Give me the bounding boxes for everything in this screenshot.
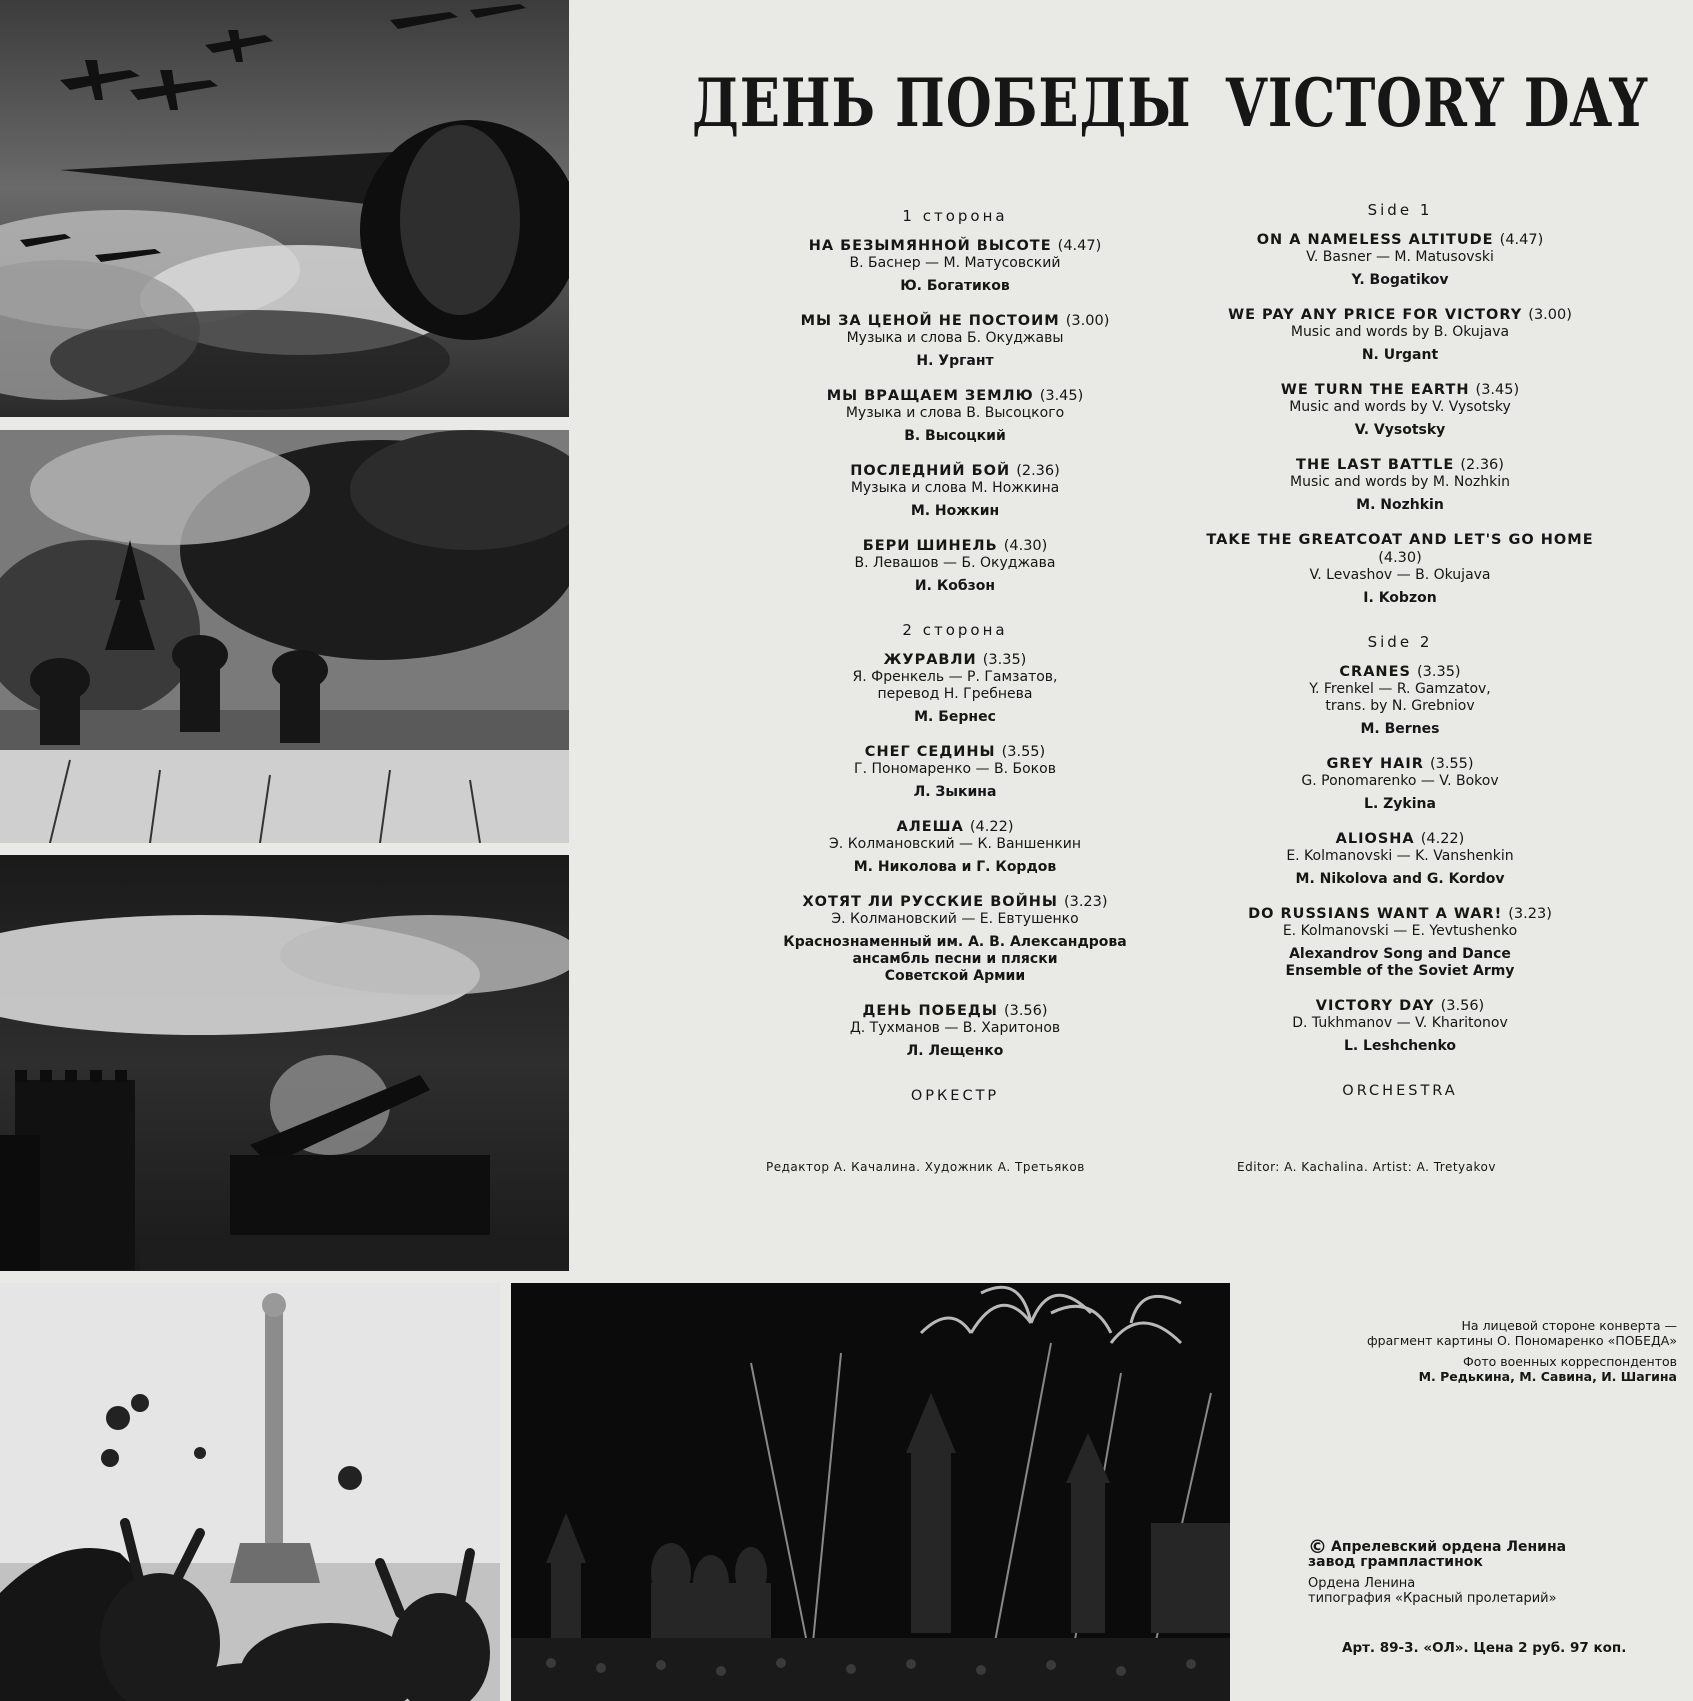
track-title-line: [1200, 755, 1600, 773]
side-two-heading: 2 сторона: [902, 621, 1008, 639]
cover-note-line: На лицевой стороне конверта —: [1461, 1318, 1677, 1333]
cover-note-line: фрагмент картины О. Пономаренко «ПОБЕДА»: [1367, 1333, 1677, 1348]
track-performer: Н. Ургант: [916, 353, 994, 369]
artillery-icon: [0, 855, 569, 1271]
track-duration: (3.45): [1475, 382, 1520, 398]
track-title-line: [735, 462, 1175, 480]
track-duration: (2.36): [1460, 457, 1504, 473]
track-title: ALIOSHA: [1335, 831, 1415, 847]
orchestra-label: ОРКЕСТР: [910, 1088, 1000, 1104]
track-performer: L. Zykina: [1364, 796, 1436, 812]
editor-credits-russian: Редактор А. Качалина. Художник А. Третьяков: [766, 1160, 1085, 1174]
track-entry: [735, 1002, 1175, 1060]
track-performer: M. Bernes: [1360, 721, 1440, 737]
track-entry: [1200, 381, 1600, 439]
track-duration: (4.22): [969, 819, 1014, 835]
plant-line: Апрелевский ордена Ленина: [1331, 1539, 1567, 1555]
catalog-price: Арт. 89-3. «ОЛ». Цена 2 руб. 97 коп.: [1342, 1640, 1627, 1656]
editor-credits-english: Editor: A. Kachalina. Artist: A. Tretyakov: [1237, 1160, 1496, 1174]
track-title: ХОТЯТ ЛИ РУССКИЕ ВОЙНЫ: [802, 894, 1058, 910]
track-authors: Музыка и слова М. Ножкина: [850, 480, 1060, 496]
track-authors: E. Kolmanovski — K. Vanshenkin: [1286, 848, 1514, 864]
track-entry: [1200, 997, 1600, 1055]
russian-tracklist: [735, 207, 1175, 1104]
track-authors: В. Левашов — Б. Окуджава: [854, 555, 1056, 571]
track-title: DO RUSSIANS WANT A WAR!: [1248, 906, 1503, 922]
track-entry: [735, 743, 1175, 801]
track-title: TAKE THE GREATCOAT AND LET'S GO HOME: [1206, 532, 1594, 548]
track-performer: Л. Лещенко: [906, 1043, 1004, 1059]
track-entry: [735, 651, 1175, 726]
track-authors: Музыка и слова В. Высоцкого: [845, 405, 1065, 421]
track-authors: Music and words by V. Vysotsky: [1289, 399, 1511, 415]
track-duration: (4.30): [1003, 538, 1048, 554]
title-russian: ДЕНЬ ПОБЕДЫ: [692, 64, 1192, 142]
track-title-line: [735, 1002, 1175, 1020]
printing-line: типография «Красный пролетарий»: [1308, 1591, 1557, 1606]
track-title: ПОСЛЕДНИЙ БОЙ: [850, 463, 1011, 479]
track-performer: N. Urgant: [1361, 347, 1439, 363]
track-duration: (4.30): [1378, 550, 1422, 566]
track-entry: [1200, 531, 1600, 607]
track-duration: (4.47): [1499, 232, 1544, 248]
track-entry: [1200, 663, 1600, 738]
track-performer: М. Ножкин: [910, 503, 1000, 519]
track-title-line: [735, 237, 1175, 255]
track-title-line: [1200, 905, 1600, 923]
photo-artillery-fire: [0, 855, 569, 1271]
soldiers-icon: [0, 430, 569, 843]
track-entry: [735, 237, 1175, 295]
track-performer: V. Vysotsky: [1354, 422, 1446, 438]
track-performer: L. Leshchenko: [1343, 1038, 1457, 1054]
track-authors: Music and words by M. Nozhkin: [1290, 474, 1510, 490]
crowd-icon: [0, 1283, 500, 1701]
plant-line: завод грампластинок: [1308, 1554, 1483, 1570]
printing-line: Ордена Ленина: [1308, 1576, 1416, 1591]
track-performer: I. Kobzon: [1363, 590, 1437, 606]
track-authors: Д. Тухманов — В. Харитонов: [849, 1020, 1061, 1036]
side-one-heading: 1 сторона: [902, 207, 1008, 225]
track-entry: [735, 818, 1175, 876]
track-performer: M. Nikolova and G. Kordov: [1295, 871, 1505, 887]
track-title: ON A NAMELESS ALTITUDE: [1256, 232, 1494, 248]
track-performer: М. Бернес: [914, 709, 996, 725]
track-title-line: [1200, 381, 1600, 399]
track-authors: Г. Пономаренко — В. Боков: [854, 761, 1056, 777]
track-performer: Ю. Богатиков: [900, 278, 1010, 294]
track-duration: (3.55): [1001, 744, 1046, 760]
track-title-line: [735, 312, 1175, 330]
copyright-icon: ©: [1308, 1536, 1327, 1558]
track-title: НА БЕЗЫМЯННОЙ ВЫСОТЕ: [808, 238, 1052, 254]
photo-note-line: Фото военных корреспондентов: [1462, 1354, 1677, 1369]
track-title: WE TURN THE EARTH: [1280, 382, 1470, 398]
photo-red-square-fireworks: [511, 1283, 1230, 1701]
track-title-line: [1200, 306, 1600, 324]
track-title: СНЕГ СЕДИНЫ: [864, 744, 996, 760]
track-entry: [735, 312, 1175, 370]
track-performer: Ensemble of the Soviet Army: [1285, 963, 1515, 979]
track-duration: (3.35): [982, 652, 1027, 668]
track-title: CRANES: [1339, 664, 1411, 680]
track-performer: Л. Зыкина: [913, 784, 997, 800]
english-tracklist: [1200, 201, 1600, 1099]
track-title: ЖУРАВЛИ: [883, 652, 977, 668]
title-english: VICTORY DAY: [1226, 64, 1648, 142]
track-entry: [1200, 306, 1600, 364]
track-title: WE PAY ANY PRICE FOR VICTORY: [1228, 307, 1523, 323]
side-two-heading: Side 2: [1367, 633, 1433, 651]
track-entry: [1200, 905, 1600, 980]
track-title-line: [1200, 531, 1600, 567]
track-duration: (2.36): [1016, 463, 1060, 479]
photo-soldiers-attack: [0, 430, 569, 843]
track-duration: (3.45): [1039, 388, 1084, 404]
track-duration: (3.35): [1416, 664, 1461, 680]
track-performer: M. Nozhkin: [1356, 497, 1444, 513]
track-duration: (4.47): [1057, 238, 1102, 254]
photo-fighter-planes: [0, 0, 569, 417]
track-performer: Alexandrov Song and Dance: [1289, 946, 1511, 962]
track-entry: [1200, 231, 1600, 289]
track-performer: Y. Bogatikov: [1351, 272, 1449, 288]
track-authors: E. Kolmanovski — E. Yevtushenko: [1282, 923, 1518, 939]
track-entry: [735, 387, 1175, 445]
cover-credits: [1367, 1318, 1677, 1384]
track-authors: Y. Frenkel — R. Gamzatov,: [1309, 681, 1491, 697]
track-title-line: [735, 893, 1175, 911]
track-title: АЛЕША: [896, 819, 964, 835]
track-authors: trans. by N. Grebniov: [1325, 698, 1475, 714]
track-authors: В. Баснер — М. Матусовский: [849, 255, 1061, 271]
track-authors: V. Levashov — B. Okujava: [1309, 567, 1491, 583]
track-title: ДЕНЬ ПОБЕДЫ: [862, 1003, 998, 1019]
track-entry: [735, 893, 1175, 985]
track-title: МЫ ЗА ЦЕНОЙ НЕ ПОСТОИМ: [800, 313, 1060, 329]
track-performer: ансамбль песни и пляски: [852, 951, 1058, 967]
track-authors: Я. Френкель — Р. Гамзатов,: [852, 669, 1058, 685]
track-performer: М. Николова и Г. Кордов: [853, 859, 1057, 875]
track-title-line: [735, 387, 1175, 405]
publisher-info: [1308, 1536, 1567, 1606]
track-entry: [1200, 456, 1600, 514]
track-entry: [1200, 830, 1600, 888]
track-authors: Э. Колмановский — Е. Евтушенко: [831, 911, 1079, 927]
track-title: МЫ ВРАЩАЕМ ЗЕМЛЮ: [826, 388, 1034, 404]
track-duration: (3.56): [1440, 998, 1485, 1014]
photo-note-line: М. Редькина, М. Савина, И. Шагина: [1418, 1369, 1677, 1384]
track-authors: Music and words by B. Okujava: [1290, 324, 1510, 340]
track-authors: D. Tukhmanov — V. Kharitonov: [1292, 1015, 1508, 1031]
track-authors: Музыка и слова Б. Окуджавы: [846, 330, 1064, 346]
track-entry: [735, 537, 1175, 595]
track-duration: (4.22): [1420, 831, 1465, 847]
track-title: БЕРИ ШИНЕЛЬ: [862, 538, 998, 554]
track-duration: (3.00): [1065, 313, 1110, 329]
track-authors: перевод Н. Гребнева: [877, 686, 1033, 702]
photo-victory-celebration: [0, 1283, 500, 1701]
track-title: GREY HAIR: [1326, 756, 1424, 772]
track-authors: Э. Колмановский — К. Ваншенкин: [829, 836, 1081, 852]
track-title-line: [735, 537, 1175, 555]
track-title-line: [735, 651, 1175, 669]
track-duration: (3.23): [1063, 894, 1108, 910]
track-duration: (3.23): [1508, 906, 1552, 922]
track-title-line: [1200, 456, 1600, 474]
track-performer: Краснознаменный им. А. В. Александрова: [783, 934, 1127, 950]
track-title-line: [1200, 830, 1600, 848]
orchestra-label: ORCHESTRA: [1342, 1083, 1458, 1099]
track-entry: [1200, 755, 1600, 813]
track-title: VICTORY DAY: [1315, 998, 1435, 1014]
track-title-line: [1200, 663, 1600, 681]
track-title-line: [735, 818, 1175, 836]
fireworks-icon: [511, 1283, 1230, 1701]
track-authors: V. Basner — M. Matusovski: [1306, 249, 1494, 265]
track-entry: [735, 462, 1175, 520]
track-title: THE LAST BATTLE: [1296, 457, 1455, 473]
aircraft-icon: [0, 0, 569, 417]
track-title-line: [1200, 997, 1600, 1015]
track-duration: (3.55): [1429, 756, 1474, 772]
track-performer: В. Высоцкий: [904, 428, 1006, 444]
track-authors: G. Ponomarenko — V. Bokov: [1301, 773, 1499, 789]
side-one-heading: Side 1: [1367, 201, 1433, 219]
track-performer: И. Кобзон: [914, 578, 996, 594]
track-duration: (3.00): [1528, 307, 1572, 323]
track-duration: (3.56): [1003, 1003, 1048, 1019]
track-title-line: [735, 743, 1175, 761]
track-performer: Советской Армии: [884, 968, 1026, 984]
track-title-line: [1200, 231, 1600, 249]
